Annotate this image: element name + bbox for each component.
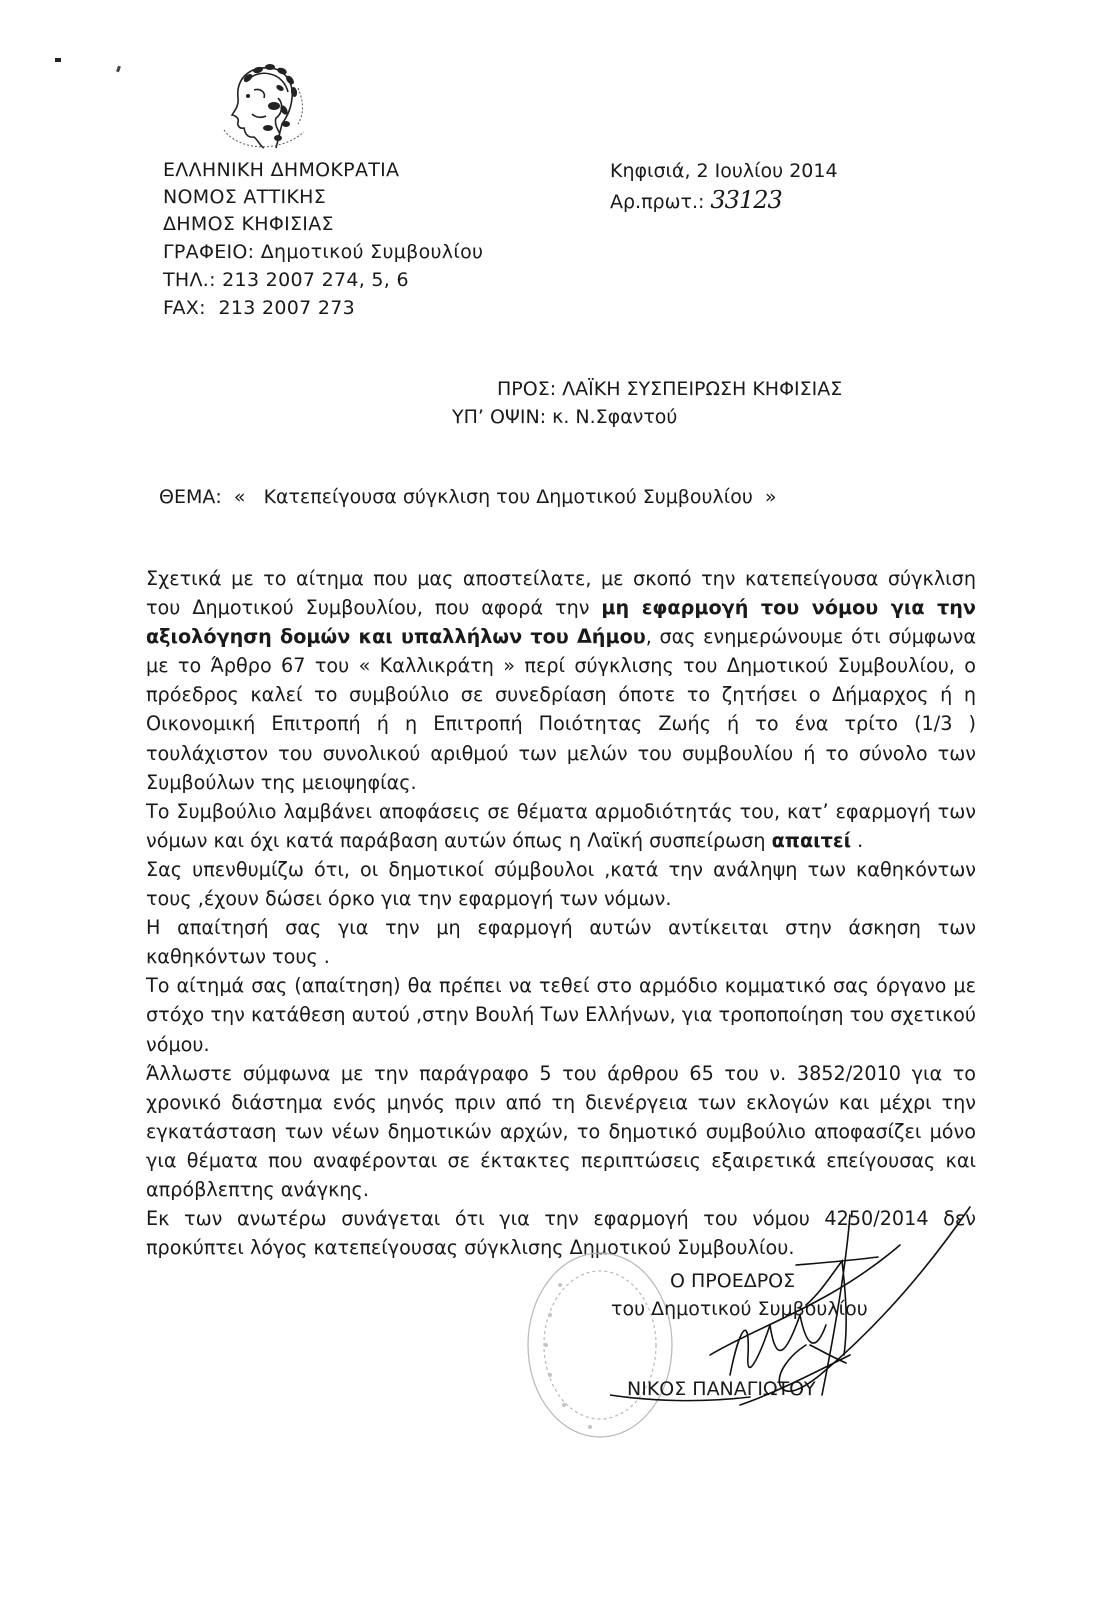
protocol-number: 33123 (710, 186, 782, 214)
subject-line: ΘΕΜΑ: « Κατεπείγουσα σύγκλιση του Δημοτικού Συμβουλίου » (159, 486, 777, 508)
header-line-prefecture: ΝΟΜΟΣ ΑΤΤΙΚΗΣ (163, 186, 327, 208)
protocol-label: Αρ.πρωτ.: (610, 191, 705, 213)
body-paragraph: Η απαίτησή σας για την μη εφαρμογή αυτών αντίκειται στην άσκηση των καθηκόντων τους . (146, 916, 976, 969)
body-paragraph: Σχετικά με το αίτημα που μας αποστείλατε, με σκοπό την κατεπείγουσα σύγκλιση του Δημοτικού Συμβουλίου, που αφορά την μη εφαρμογή του νόμου για την αξιολόγηση δομών και υπαλλήλων του Δήμου, σας ενημερώνουμε ότι σύμφωνα με το Άρθρο 67 του « Καλλικράτη » περί σύγκλισης του Δημοτικού Συμβουλίου, ο πρόεδρος καλεί το συμβούλιο σε συνεδρίαση όποτε το ζητήσει ο Δήμαρχος ή η Οικονομική Επιτροπή ή η Επιτροπή Ποιότητας Ζωής ή το ένα τρίτο (1/3 ) τουλάχιστον του συνολικού αριθμού των μελών του συμβουλίου ή το σύνολο των Συμβούλων της μειοψηφίας. (146, 567, 976, 794)
header-line-office: ΓΡΑΦΕΙΟ: Δημοτικού Συμβουλίου (163, 241, 484, 263)
letter-body (146, 564, 976, 1262)
signer-organization: του Δημοτικού Συμβουλίου (611, 1298, 868, 1320)
municipal-emblem-icon (218, 58, 310, 154)
body-paragraph: Εκ των ανωτέρω συνάγεται ότι για την εφαρμογή του νόμου 4250/2014 δεν προκύπτει λόγος κατεπείγουσας σύγκλισης Δημοτικού Συμβουλίου. (146, 1207, 976, 1260)
body-paragraph: Το Συμβούλιο λαμβάνει αποφάσεις σε θέματα αρμοδιότητάς του, κατ’ εφαρμογή των νόμων και όχι κατά παράβαση αυτών όπως η Λαϊκή συσπείρωση απαιτεί . (146, 799, 976, 852)
body-paragraph: Σας υπενθυμίζω ότι, οι δημοτικοί σύμβουλοι ,κατά την ανάληψη των καθηκόντων τους ,έχουν δώσει όρκο για την εφαρμογή των νόμων. (146, 857, 976, 911)
signer-name: ΝΙΚΟΣ ΠΑΝΑΓΙΩΤΟΥ (627, 1378, 816, 1400)
header-line-phone: ΤΗΛ.: 213 2007 274, 5, 6 (163, 269, 409, 291)
body-paragraph: Το αίτημά σας (απαίτηση) θα πρέπει να τεθεί στο αρμόδιο κομματικό σας όργανο με στόχο την κατάθεση αυτού ,στην Βουλή Των Ελλήνων, για τροποποίηση του σχετικού νόμου. (146, 974, 976, 1056)
handwritten-signature-icon (610, 1205, 990, 1435)
scan-mark (55, 58, 61, 62)
header-line-municipality: ΔΗΜΟΣ ΚΗΦΙΣΙΑΣ (163, 213, 334, 235)
header-line-country: ΕΛΛΗΝΙΚΗ ΔΗΜΟΚΡΑΤΙΑ (163, 159, 400, 181)
place-date: Κηφισιά, 2 Ιουλίου 2014 (610, 160, 838, 182)
signer-title: Ο ΠΡΟΕΔΡΟΣ (670, 1270, 796, 1292)
recipient-to: ΠΡΟΣ: ΛΑΪΚΗ ΣΥΣΠΕΙΡΩΣΗ ΚΗΦΙΣΙΑΣ (497, 378, 843, 400)
body-paragraph: Άλλωστε σύμφωνα με την παράγραφο 5 του άρθρου 65 του ν. 3852/2010 για το χρονικό διάστημα ενός μηνός πριν από τη διενέργεια των εκλογών και μέχρι την εγκατάσταση των νέων δημοτικών αρχών, το δημοτικό συμβούλιο αποφασίζει μόνο για θέματα που αναφέρονται σε έκτακτες περιπτώσεις εξαιρετικά επείγουσας και απρόβλεπτης ανάγκης. (146, 1061, 976, 1201)
header-line-fax: FAX: 213 2007 273 (163, 297, 356, 319)
scan-mark (116, 66, 121, 73)
recipient-attention: ΥΠ’ ΟΨΙΝ: κ. Ν.Σφαντού (452, 406, 678, 428)
protocol-line (610, 186, 782, 214)
